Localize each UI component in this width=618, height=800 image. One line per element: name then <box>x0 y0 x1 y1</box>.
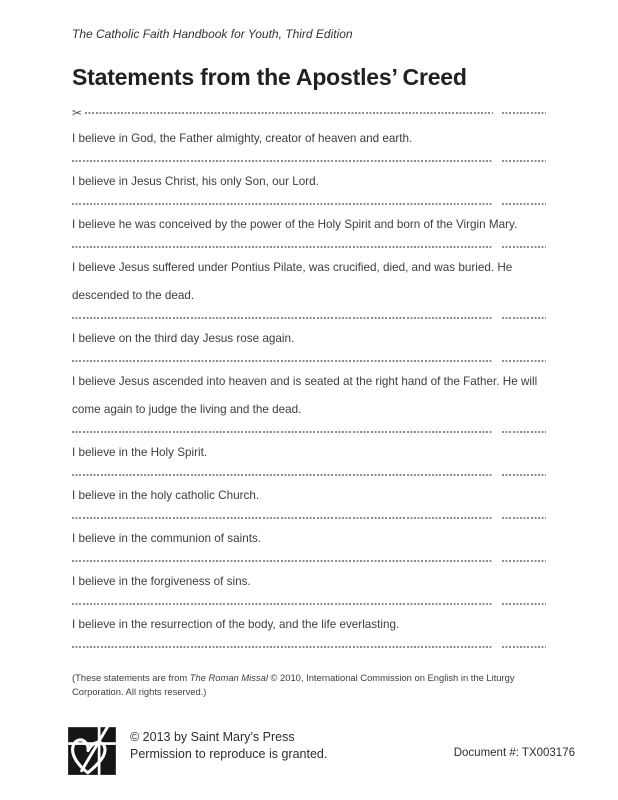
divider-segment <box>72 160 493 162</box>
divider-segment <box>72 317 493 319</box>
copyright-line: © 2013 by Saint Mary’s Press <box>130 730 295 744</box>
divider-segment <box>502 203 546 205</box>
divider-segment <box>502 317 546 319</box>
dashed-divider <box>72 473 546 477</box>
creed-statement-text: I believe in the forgiveness of sins. <box>72 575 251 588</box>
creed-statement <box>72 525 546 563</box>
creed-statement <box>72 568 546 606</box>
book-title: The Catholic Faith Handbook for Youth, Third Edition <box>72 27 353 41</box>
divider-segment <box>72 603 493 605</box>
divider-segment <box>502 431 546 433</box>
divider-segment <box>72 360 493 362</box>
footnote-prefix: (These statements are from <box>72 672 190 683</box>
divider-segment <box>72 474 493 476</box>
source-footnote <box>72 671 546 698</box>
divider-segment <box>502 360 546 362</box>
dashed-divider <box>72 602 546 606</box>
creed-statement-text: I believe Jesus suffered under Pontius Pilate, was crucified, died, and was buried. He descended to the dead. <box>72 261 513 302</box>
dashed-divider <box>72 159 546 163</box>
divider-segment <box>72 646 493 648</box>
dashed-divider <box>72 559 546 563</box>
creed-statement <box>72 482 546 520</box>
dashed-divider <box>72 202 546 206</box>
page-footer <box>68 722 575 778</box>
creed-statement <box>72 439 546 477</box>
creed-statement <box>72 611 546 649</box>
divider-segment <box>502 646 546 648</box>
creed-statement <box>72 211 546 249</box>
creed-statement-text: I believe in the Holy Spirit. <box>72 446 208 459</box>
creed-statement <box>72 125 546 163</box>
saint-marys-press-logo-icon <box>68 722 118 778</box>
divider-segment <box>502 112 546 114</box>
divider-segment <box>502 160 546 162</box>
divider-segment <box>72 560 493 562</box>
creed-statement <box>72 325 546 363</box>
creed-statement-text: I believe in the resurrection of the body, and the life everlasting. <box>72 618 400 631</box>
dashed-divider <box>72 245 546 249</box>
creed-statement-text: I believe in God, the Father almighty, creator of heaven and earth. <box>72 132 413 145</box>
cut-here-line <box>72 106 546 120</box>
footnote-source-title: The Roman Missal <box>189 672 268 683</box>
divider-segment <box>72 246 493 248</box>
dashed-divider <box>72 359 546 363</box>
page-title: Statements from the Apostles’ Creed <box>72 64 467 90</box>
divider-segment <box>502 603 546 605</box>
divider-segment <box>502 246 546 248</box>
creed-statement-text: I believe in Jesus Christ, his only Son, our Lord. <box>72 175 319 188</box>
creed-statement <box>72 254 546 320</box>
creed-statement <box>72 168 546 206</box>
divider-segment <box>72 517 493 519</box>
dashed-divider <box>72 516 546 520</box>
creed-statement-text: I believe he was conceived by the power of the Holy Spirit and born of the Virgin Mary. <box>72 218 518 231</box>
divider-segment <box>502 560 546 562</box>
footer-text <box>130 729 327 762</box>
creed-statement <box>72 368 546 434</box>
divider-segment <box>502 517 546 519</box>
dashed-divider <box>72 316 546 320</box>
creed-statement-text: I believe in the holy catholic Church. <box>72 489 260 502</box>
document-number: Document #: TX003176 <box>453 747 575 759</box>
permission-line: Permission to reproduce is granted. <box>130 746 328 761</box>
divider-segment <box>502 474 546 476</box>
scissors-icon: ✂ <box>72 106 83 120</box>
creed-statement-text: I believe Jesus ascended into heaven and is seated at the right hand of the Father. He will come again to judge the living and the dead. <box>72 375 538 416</box>
divider-segment <box>85 112 493 114</box>
divider-segment <box>72 431 493 433</box>
dashed-divider <box>72 430 546 434</box>
divider-segment <box>72 203 493 205</box>
dashed-divider <box>72 645 546 649</box>
creed-statement-text: I believe in the communion of saints. <box>72 532 262 545</box>
creed-statement-text: I believe on the third day Jesus rose again. <box>72 332 295 345</box>
footnote-suffix: © 2010, International Commission on English in the Liturgy Corporation. All rights reserved.) <box>72 672 515 697</box>
